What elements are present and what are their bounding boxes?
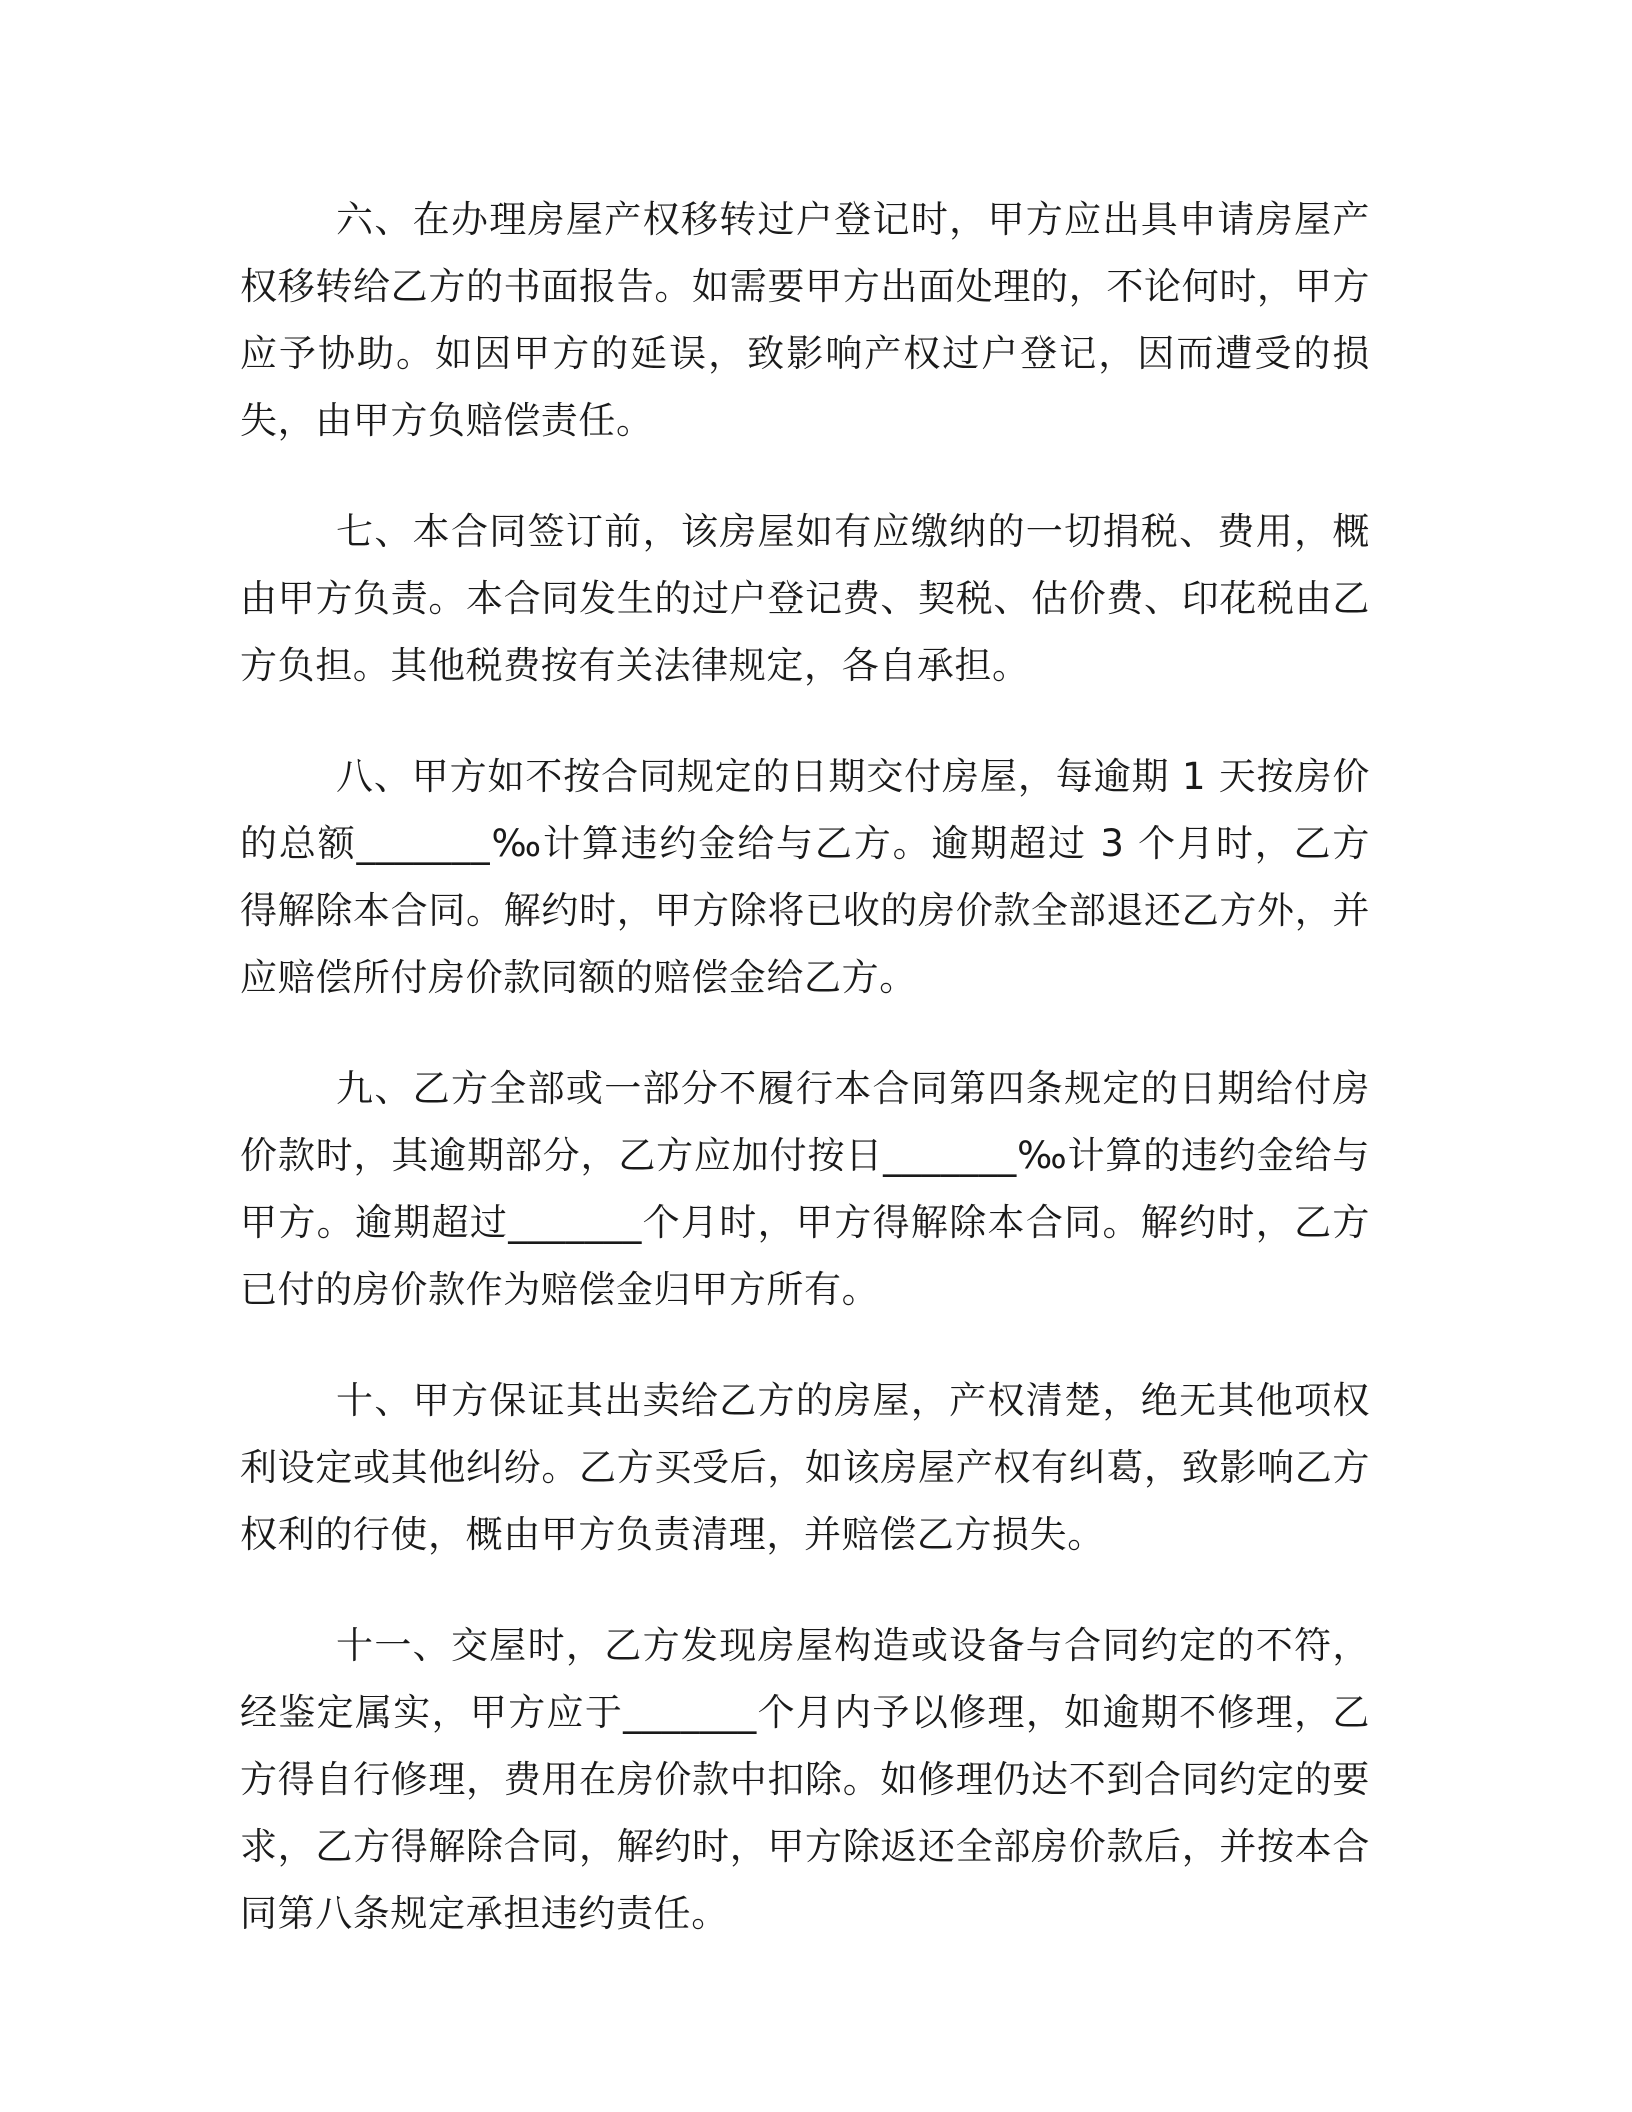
clause-8: 八、甲方如不按合同规定的日期交付房屋，每逾期 1 天按房价的总额_______‰计算违约金给与乙方。逾期超过 3 个月时，乙方得解除本合同。解约时，甲方除将已收的房价款全部退还乙方外，并应赔偿所付房价款同额的赔偿金给乙方。 [240, 755, 1370, 999]
document-body [240, 186, 1370, 1991]
clause-6: 六、在办理房屋产权移转过户登记时，甲方应出具申请房屋产权移转给乙方的书面报告。如需要甲方出面处理的，不论何时，甲方应予协助。如因甲方的延误，致影响产权过户登记，因而遭受的损失，由甲方负赔偿责任。 [240, 198, 1370, 442]
clause-7: 七、本合同签订前，该房屋如有应缴纳的一切捐税、费用，概由甲方负责。本合同发生的过户登记费、契税、估价费、印花税由乙方负担。其他税费按有关法律规定，各自承担。 [240, 510, 1370, 687]
clause-10: 十、甲方保证其出卖给乙方的房屋，产权清楚，绝无其他项权利设定或其他纠纷。乙方买受后，如该房屋产权有纠葛，致影响乙方权利的行使，概由甲方负责清理，并赔偿乙方损失。 [240, 1379, 1370, 1556]
clause-9: 九、乙方全部或一部分不履行本合同第四条规定的日期给付房价款时，其逾期部分，乙方应加付按日_______‰计算的违约金给与甲方。逾期超过_______个月时，甲方得解除本合同。解约时，乙方已付的房价款作为赔偿金归甲方所有。 [240, 1067, 1370, 1311]
clause-11: 十一、交屋时，乙方发现房屋构造或设备与合同约定的不符，经鉴定属实，甲方应于_______个月内予以修理，如逾期不修理，乙方得自行修理，费用在房价款中扣除。如修理仍达不到合同约定的要求，乙方得解除合同，解约时，甲方除返还全部房价款后，并按本合同第八条规定承担违约责任。 [240, 1624, 1370, 1935]
